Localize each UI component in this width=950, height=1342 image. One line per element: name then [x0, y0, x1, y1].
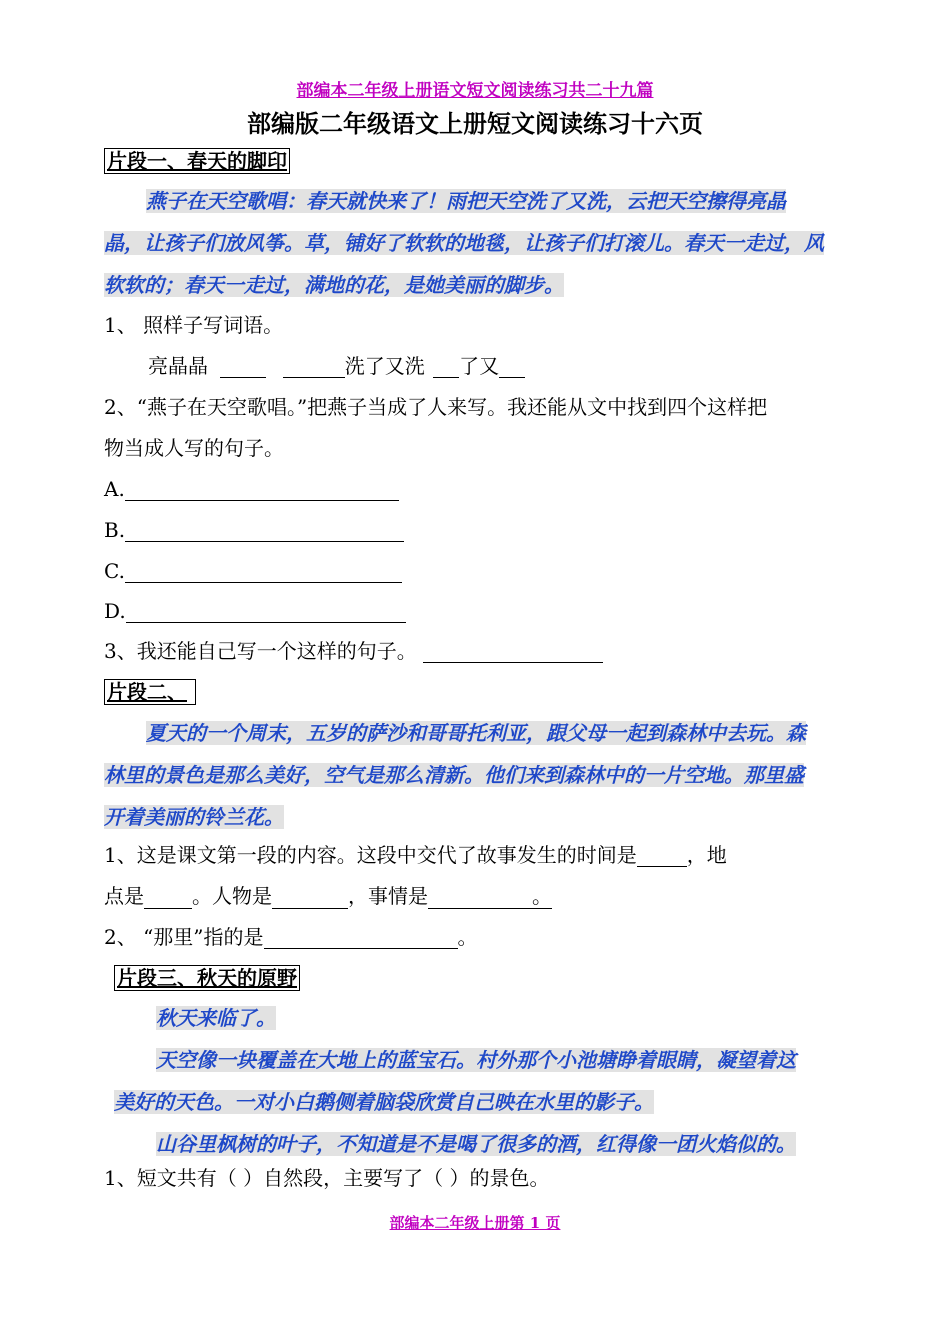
passage-line: 秋天来临了。 [156, 1006, 276, 1030]
answer-blank[interactable] [264, 928, 458, 949]
s2-question-2: 2、 “那里”指的是 。 [104, 925, 478, 949]
s2-question-1-line1: 1、这是课文第一段的内容。这段中交代了故事发生的时间是 ，地 [104, 843, 727, 867]
answer-blank[interactable] [272, 888, 348, 909]
s3-question-1: 1、短文共有（ ）自然段，主要写了（ ）的景色。 [104, 1166, 550, 1190]
s1-question-2-line1: 2、“燕子在天空歌唱。”把燕子当成了人来写。我还能从文中找到四个这样把 [104, 395, 768, 419]
section1-passage [104, 180, 850, 306]
example-word: 洗了又洗 [344, 354, 425, 378]
passage-line: 夏天的一个周末，五岁的萨沙和哥哥托利亚，跟父母一起到森林中去玩。森 [146, 721, 806, 745]
example-word: 亮晶晶 [148, 354, 208, 378]
answer-blank[interactable] [144, 888, 192, 909]
option-c: C. [104, 559, 402, 583]
section3-passage [114, 997, 850, 1165]
section2-heading: 片段二、 [104, 679, 196, 705]
section1-heading: 片段一、春天的脚印 [104, 148, 290, 174]
passage-line: 美好的天色。一对小白鹅侧着脑袋欣赏自己映在水里的影子。 [114, 1090, 654, 1114]
answer-blank[interactable] [499, 357, 525, 378]
page-footer: 部编本二年级上册第 1 页 [389, 1214, 561, 1232]
answer-blank[interactable] [125, 521, 404, 542]
series-title[interactable]: 部编本二年级上册语文短文阅读练习共二十九篇 [296, 81, 654, 101]
section3-heading: 片段三、秋天的原野 [114, 965, 300, 991]
passage-line: 天空像一块覆盖在大地上的蓝宝石。村外那个小池塘睁着眼睛，凝望着这 [156, 1048, 796, 1072]
answer-blank[interactable] [126, 602, 406, 623]
s2-question-1-line2: 点是 。人物是 ，事情是 。 [104, 884, 552, 908]
answer-blank[interactable] [220, 357, 266, 378]
answer-blank[interactable] [423, 642, 603, 663]
option-b: B. [104, 518, 404, 542]
s1-question-1: 1、 照样子写词语。 [104, 313, 284, 337]
answer-blank[interactable] [125, 480, 399, 501]
option-d: D. [104, 599, 406, 623]
passage-line: 林里的景色是那么美好，空气是那么清新。他们来到森林中的一片空地。那里盛 [104, 763, 804, 787]
option-a: A. [104, 477, 399, 501]
answer-blank[interactable] [433, 357, 459, 378]
passage-line: 山谷里枫树的叶子，不知道是不是喝了很多的酒，红得像一团火焰似的。 [156, 1132, 796, 1156]
passage-line: 燕子在天空歌唱：春天就快来了！雨把天空洗了又洗，云把天空擦得亮晶 [146, 189, 786, 213]
page-title: 部编版二年级语文上册短文阅读练习十六页 [247, 109, 703, 138]
s1-question-3: 3、我还能自己写一个这样的句子。 [104, 639, 603, 663]
section2-passage [104, 712, 850, 838]
answer-blank[interactable] [125, 562, 402, 583]
example-word: 了又 [459, 354, 500, 378]
passage-line: 软软的；春天一走过，满地的花，是她美丽的脚步。 [104, 273, 564, 297]
answer-blank[interactable] [637, 846, 687, 867]
s1-question-1-examples [148, 354, 525, 378]
passage-line: 开着美丽的铃兰花。 [104, 805, 284, 829]
passage-line: 晶，让孩子们放风筝。草，铺好了软软的地毯，让孩子们打滚儿。春天一走过，风 [104, 231, 824, 255]
s1-question-2-line2: 物当成人写的句子。 [104, 436, 284, 460]
answer-blank[interactable] [283, 357, 345, 378]
answer-blank[interactable] [428, 888, 532, 909]
